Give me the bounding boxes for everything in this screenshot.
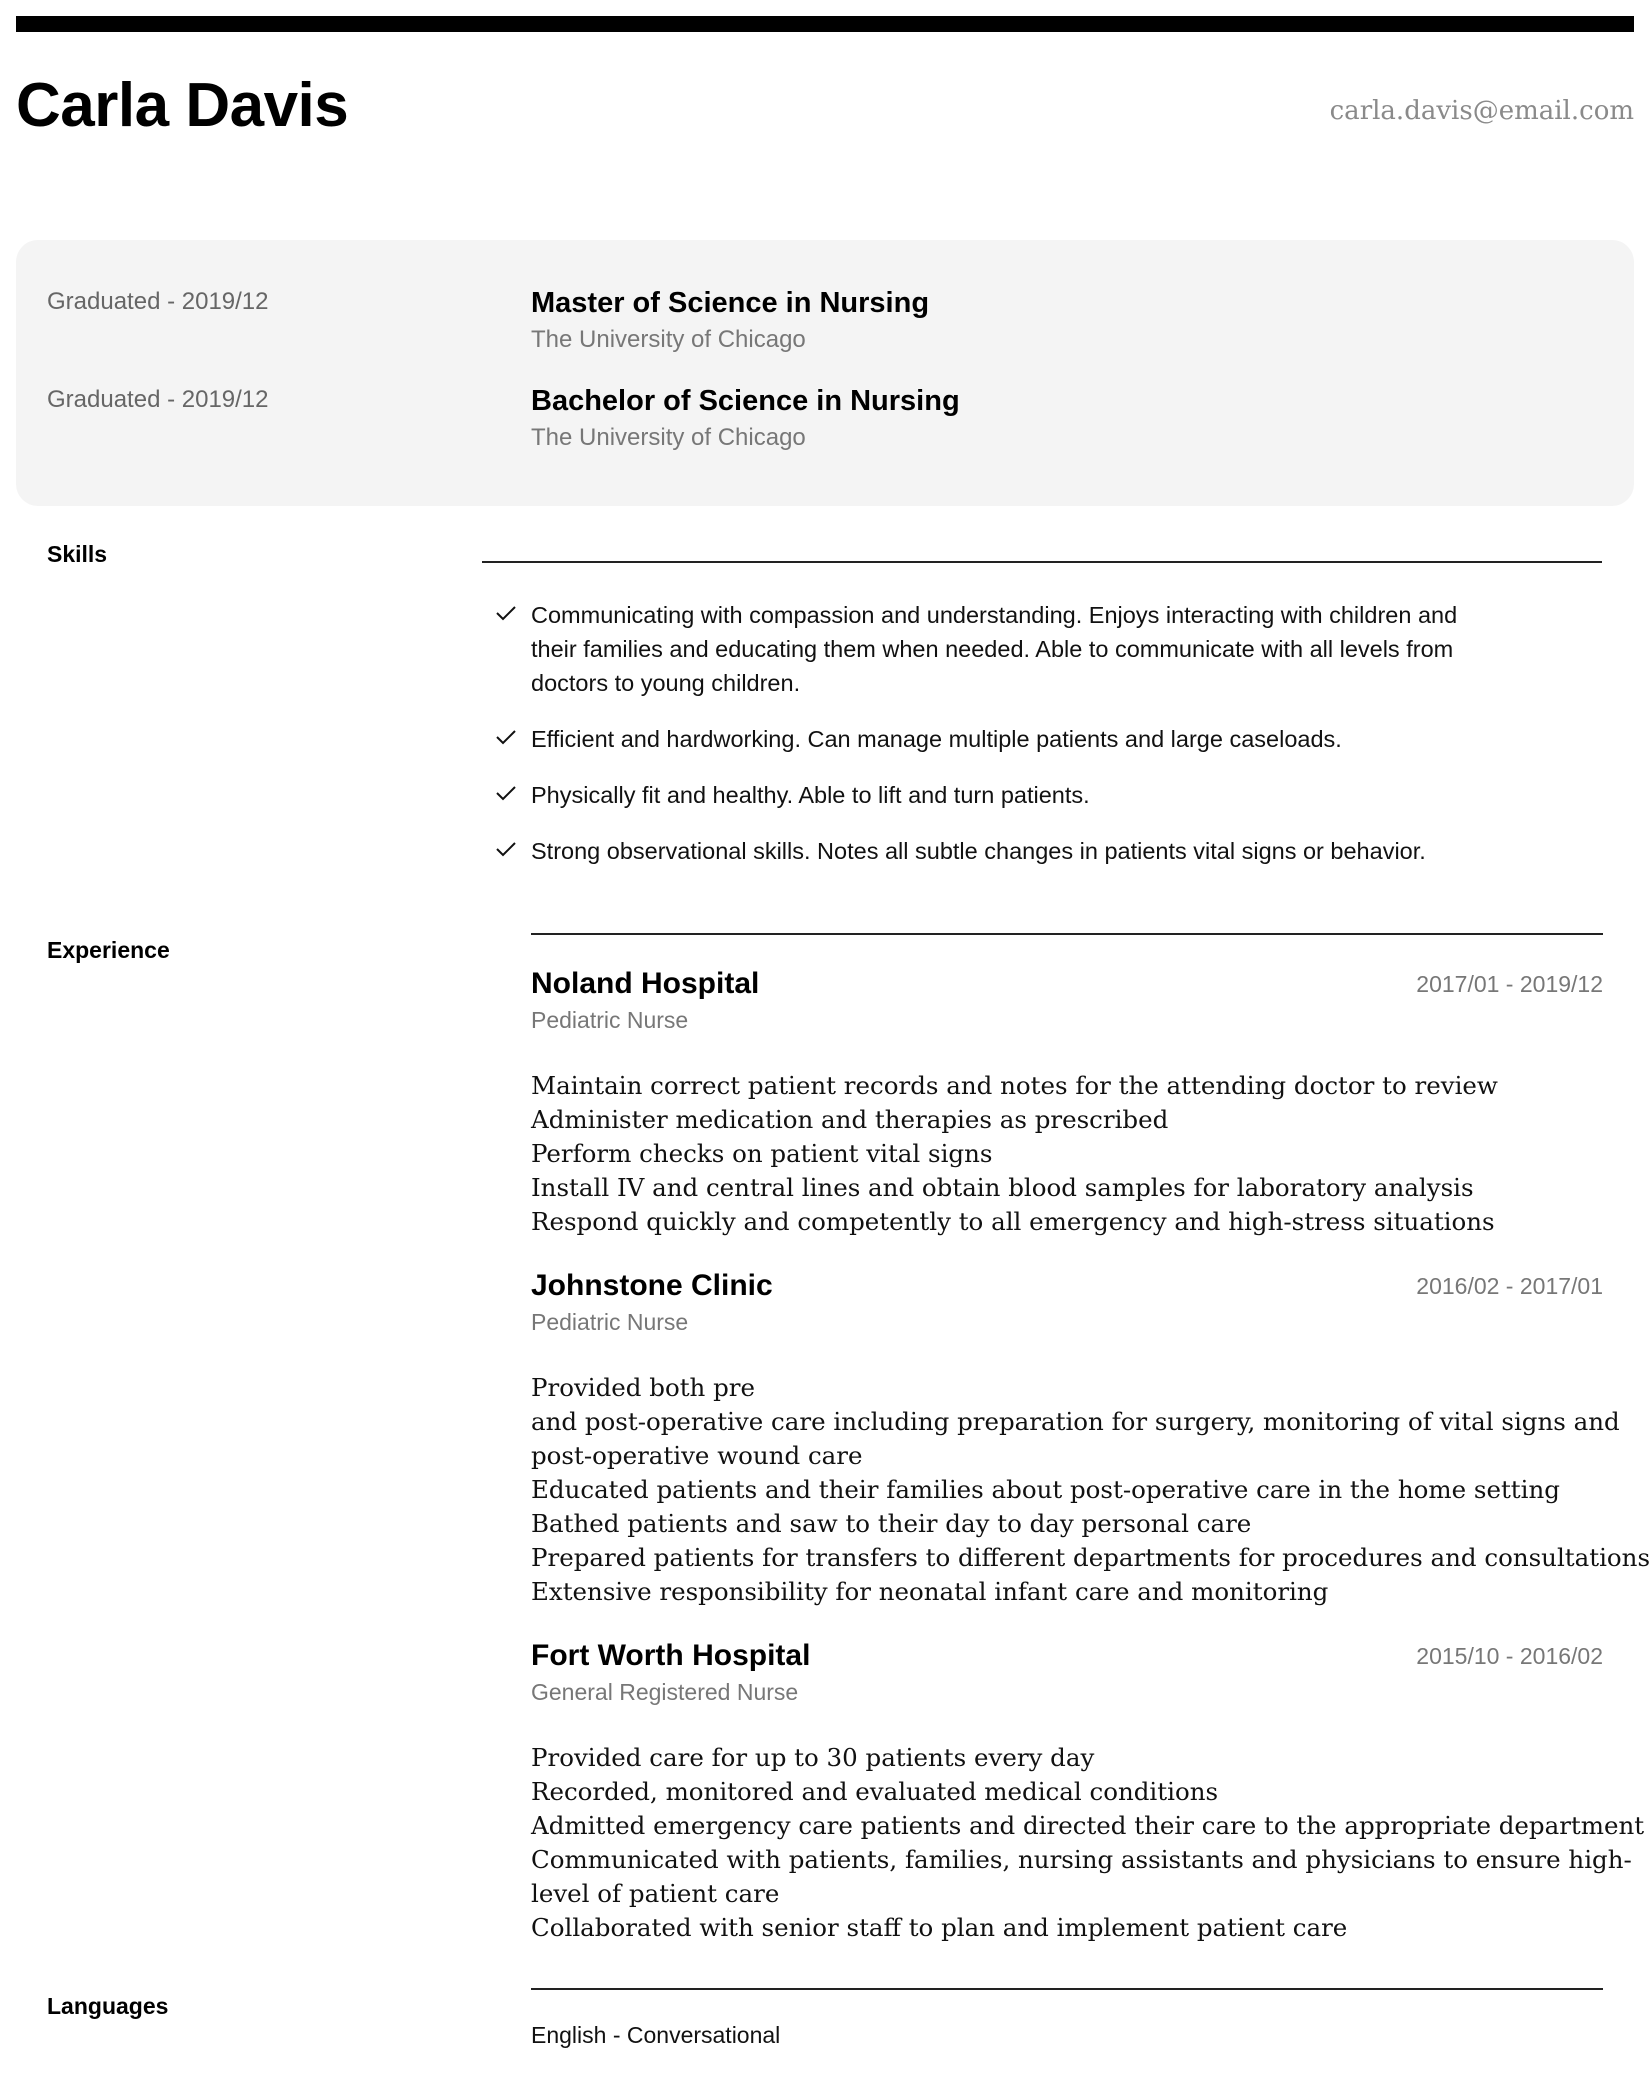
job-dates: 2016/02 - 2017/01: [1416, 1273, 1603, 1299]
job-description: Provided both pre and post-operative care including preparation for surgery, monitoring of vital signs and post-operative wound care Educated patients and their families about post-operative care in the home setting Bathed patients and saw to their day to day personal care Prepared patients for transfers to different departments for procedures and consultations Extensive responsibility for neonatal infant care and monitoring: [531, 1373, 1650, 1606]
skills-heading: Skills: [47, 541, 108, 567]
education-section: [16, 240, 1634, 506]
language-item: English - Conversational: [531, 2022, 781, 2048]
checkmark-icon: [495, 834, 531, 858]
job-title: General Registered Nurse: [531, 1679, 799, 1705]
job-company: Fort Worth Hospital: [531, 1639, 811, 1672]
job-title: Pediatric Nurse: [531, 1007, 689, 1033]
skill-item: [495, 834, 1605, 868]
education-school: The University of Chicago: [531, 424, 806, 451]
job-company: Johnstone Clinic: [531, 1269, 773, 1302]
languages-heading: Languages: [47, 1993, 169, 2019]
education-date: Graduated - 2019/12: [47, 386, 269, 413]
languages-divider: [531, 1988, 1603, 1990]
job-dates: 2017/01 - 2019/12: [1416, 971, 1603, 997]
skills-divider: [482, 561, 1602, 563]
education-degree: Bachelor of Science in Nursing: [531, 385, 960, 417]
skill-text: Communicating with compassion and understanding. Enjoys interacting with children and their families and educating them when needed. Able to communicate with all levels from doctors to young children.: [531, 602, 1458, 696]
skill-item: [495, 722, 1605, 756]
header-bar: [16, 16, 1634, 32]
checkmark-icon: [495, 778, 531, 802]
candidate-name: Carla Davis: [16, 71, 349, 140]
skill-text: Efficient and hardworking. Can manage multiple patients and large caseloads.: [531, 726, 1342, 752]
education-degree: Master of Science in Nursing: [531, 287, 930, 319]
job-description: Provided care for up to 30 patients every day Recorded, monitored and evaluated medical conditions Admitted emergency care patients and directed their care to the appropriate department Communicated with patients, families, nursing assistants and physicians to ensure high- level of patient care Collaborated with senior staff to plan and implement patient care: [531, 1743, 1645, 1942]
skill-item: [495, 778, 1605, 812]
education-school: The University of Chicago: [531, 326, 806, 353]
checkmark-icon: [495, 598, 531, 622]
skill-item: [495, 598, 1605, 700]
job-title: Pediatric Nurse: [531, 1309, 689, 1335]
job-description: Maintain correct patient records and notes for the attending doctor to review Administer medication and therapies as prescribed Perform checks on patient vital signs Install IV and central lines and obtain blood samples for laboratory analysis Respond quickly and competently to all emergency and high-stress situations: [531, 1071, 1498, 1236]
experience-heading: Experience: [47, 937, 170, 963]
education-date: Graduated - 2019/12: [47, 288, 269, 315]
skill-text: Strong observational skills. Notes all subtle changes in patients vital signs or behavior.: [531, 838, 1426, 864]
checkmark-icon: [495, 722, 531, 746]
skill-text: Physically fit and healthy. Able to lift and turn patients.: [531, 782, 1090, 808]
candidate-email[interactable]: carla.davis@email.com: [1329, 96, 1634, 126]
experience-divider: [531, 933, 1603, 935]
skills-list: [495, 598, 1605, 890]
job-dates: 2015/10 - 2016/02: [1416, 1643, 1603, 1669]
job-company: Noland Hospital: [531, 967, 760, 1000]
